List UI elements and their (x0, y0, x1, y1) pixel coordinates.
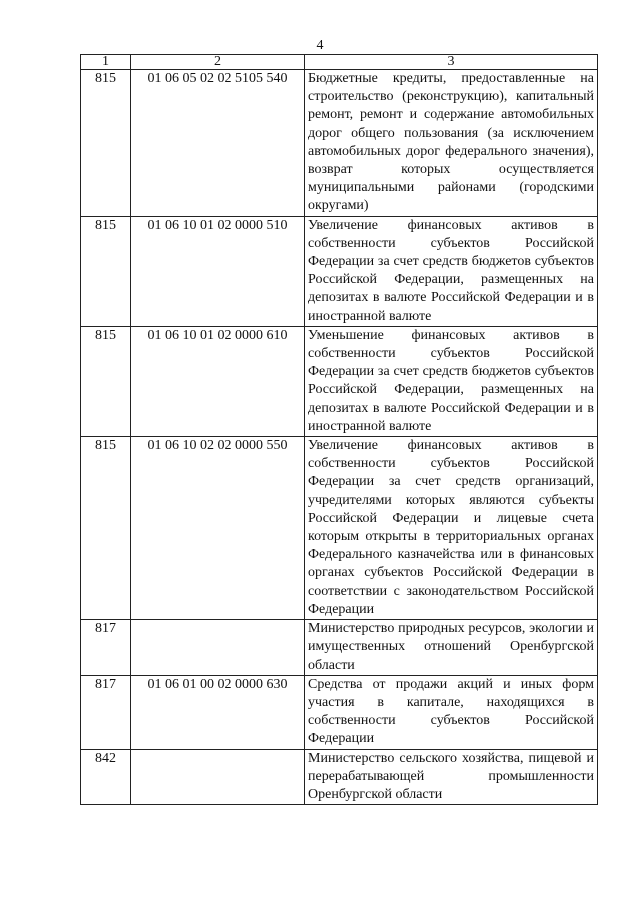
table-row (81, 437, 598, 620)
source-code-cell (131, 749, 305, 805)
admin-code-cell: 815 (81, 70, 131, 217)
table-row (81, 326, 598, 436)
source-name-cell: Министерство природных ресурсов, экологии и имущественных отношений Оренбургской области (305, 620, 598, 676)
source-code-cell: 01 06 10 02 02 0000 550 (131, 437, 305, 620)
source-name-cell: Министерство сельского хозяйства, пищевой и перерабатывающей промышленности Оренбургской области (305, 749, 598, 805)
source-name-cell: Уменьшение финансовых активов в собственности субъектов Российской Федерации за счет средств бюджетов субъектов Российской Федерации, размещенных на депозитах в валюте Российской Федерации и в иностранной валюте (305, 326, 598, 436)
admin-code-cell: 842 (81, 749, 131, 805)
source-code-cell: 01 06 05 02 02 5105 540 (131, 70, 305, 217)
column-header-2: 2 (131, 55, 305, 70)
page-number: 4 (316, 38, 324, 53)
source-name-cell: Бюджетные кредиты, предоставленные на строительство (реконструкцию), капитальный ремонт, ремонт и содержание автомобильных дорог общего пользования (за исключением автомобильных дорог федерального значения), возврат которых осуществляется муниципальными районами (городскими округами) (305, 70, 598, 217)
admin-code-cell: 817 (81, 675, 131, 749)
source-name-cell: Увеличение финансовых активов в собственности субъектов Российской Федерации за счет средств бюджетов субъектов Российской Федерации, размещенных на депозитах в валюте Российской Федерации и в иностранной валюте (305, 216, 598, 326)
table-row (81, 749, 598, 805)
source-code-cell (131, 620, 305, 676)
table-row (81, 620, 598, 676)
column-header-1: 1 (81, 55, 131, 70)
source-code-cell: 01 06 10 01 02 0000 610 (131, 326, 305, 436)
admin-code-cell: 815 (81, 437, 131, 620)
table-header-row (81, 55, 598, 70)
admin-code-cell: 815 (81, 326, 131, 436)
admin-code-cell: 817 (81, 620, 131, 676)
source-name-cell: Увеличение финансовых активов в собственности субъектов Российской Федерации за счет средств организаций, учредителями которых являются субъекты Российской Федерации и лицевые счета которым открыты в территориальных органах Федерального казначейства или в финансовых органах субъектов Российской Федерации в соответствии с законодательством Российской Федерации (305, 437, 598, 620)
table-row (81, 216, 598, 326)
source-code-cell: 01 06 10 01 02 0000 510 (131, 216, 305, 326)
column-header-3: 3 (305, 55, 598, 70)
admin-code-cell: 815 (81, 216, 131, 326)
budget-source-table (80, 54, 598, 805)
table-row (81, 70, 598, 217)
source-code-cell: 01 06 01 00 02 0000 630 (131, 675, 305, 749)
source-name-cell: Средства от продажи акций и иных форм участия в капитале, находящихся в собственности субъектов Российской Федерации (305, 675, 598, 749)
table-row (81, 675, 598, 749)
